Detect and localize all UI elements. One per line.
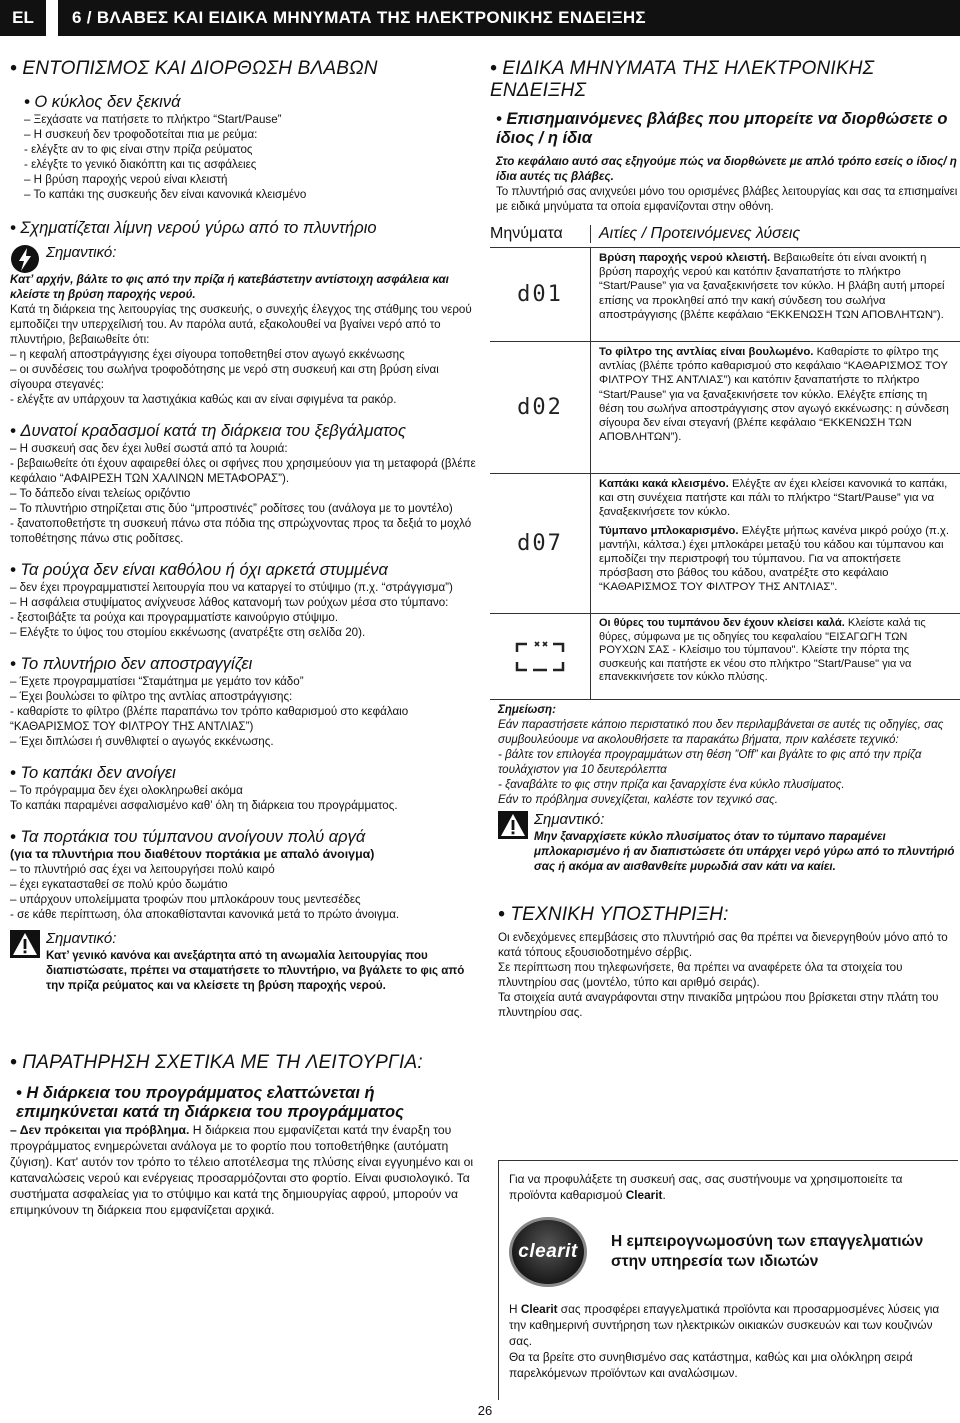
line: – έχει εγκατασταθεί σε πολύ κρύο δωμάτιο [10, 878, 228, 891]
left-column [10, 58, 478, 993]
messages-subtitle: • Επισημαινόμενες βλάβες που μπορείτε να διορθώσετε ο ίδιος / η ίδια [490, 110, 960, 148]
note-subtitle: • Η διάρκεια του προγράμματος ελαττώνεται ή επιμηκύνεται κατά τη διάρκεια του προγράμματος [10, 1084, 480, 1122]
line: – Το πλυντήριο στηρίζεται στις δύο “μπροστινές” ροδίτσες του (ανάλογα με το μοντέλο) [10, 502, 453, 515]
note-line: Εάν παραστήσετε κάποιο περιστατικό που δεν περιλαμβάνεται σε αυτές τις οδηγίες, σας συμβουλεύουμε να ακολουθήσετε τα παρακάτω βήματα, πριν καλέσετε τεχνικό: [498, 718, 944, 746]
section-title: • Δυνατοί κραδασμοί κατά τη διάρκεια του ξεβγάλματος [10, 421, 478, 441]
important-label: Σημαντικό: [46, 244, 117, 261]
note-title: • ΠΑΡΑΤΗΡΗΣΗ ΣΧΕΤΙΚΑ ΜΕ ΤΗ ΛΕΙΤΟΥΡΓΙΑ: [10, 1052, 480, 1074]
line: – Έχει βουλώσει το φίλτρο της αντλίας αποστράγγισης: [10, 690, 293, 703]
section-title: • Ο κύκλος δεν ξεκινά [24, 92, 478, 112]
row-bold: Καπάκι κακά κλεισμένο. [599, 478, 729, 490]
section-cycle-not-start [10, 92, 478, 202]
line: – Η ασφάλεια στυψίματος ανίχνευσε λάθος κατανομή των ρούχων μέσα στο τύμπανο: [10, 596, 449, 609]
note-label: Σημείωση: [498, 703, 556, 716]
clearit-text-2: Θα τα βρείτε στο συνηθισμένο σας κατάστημα, καθώς και μια ολόκληρη σειρά παρελκόμενων προϊόντων και αναλώσιμων. [509, 1350, 913, 1380]
row-body: Βεβαιωθείτε ότι είναι ανοικτή η βρύση παροχής νερού και κατόπιν ξαναπατήστε το πλήκτρο “Start/Pause” για να ξαναξεκινήσετε τον κύκλο. Η βλάβη αυτή μπορεί επίσης να προκληθεί από την κακή σύνδεση του σωλήνα αποστράγγισης (βλέπε κεφάλαιο “ΕΚΚΕΝΩΣΗ ΤΩΝ ΑΠΟΒΛΗΤΩΝ”). [599, 252, 945, 321]
row-text [590, 248, 960, 341]
row-body-2: Ελέγξτε μήπως κανένα μικρό ρούχο (π.χ. μαντήλι, κάλτσα.) έχει μπλοκάρει μεταξύ του κάδου και τύμπανου και εμποδίζει την περιστροφή του τύμπανου. Για να αποκτήσετε πρόσβαση στο βάθος του κάδου, ανατρέξτε στο κεφάλαιο “ΚΑΘΑΡΙΣΜΟΣ ΤΟΥ ΦΙΛΤΡΟΥ ΤΗΣ ΑΝΤΛΙΑΣ”. [599, 524, 950, 594]
line: – Ελέγξτε το ύψος του στομίου εκκένωσης (ανατρέξτε στη σελίδα 20). [10, 626, 366, 639]
tech-line: Τα στοιχεία αυτά αναγράφονται στην πινακίδα μητρώου που βρίσκεται στην πλάτη του πλυντηρίου σας. [498, 991, 939, 1019]
row-bold: Το φίλτρο της αντλίας είναι βουλωμένο. [599, 346, 814, 358]
display-code-d07: d07 [517, 531, 563, 556]
right-column [490, 58, 960, 214]
section-vibrations [10, 421, 478, 546]
tech-line: Οι ενδεχόμενες επεμβάσεις στο πλυντήριό σας θα πρέπει να διενεργηθούν μόνο από το κατά τόπους εξουσιοδοτημένο σέρβις. [498, 931, 948, 959]
line: Το καπάκι παραμένει ασφαλισμένο καθ’ όλη τη διάρκεια του προγράμματος. [10, 799, 398, 812]
row-body: Κλείστε καλά τις θύρες, σύμφωνα με τις οδηγίες του κεφαλαίου "ΕΙΣΑΓΩΓΗ ΤΩΝ ΡΟΥΧΩΝ ΣΑΣ - Κλείσιμο του τύμπανου". Κλείστε την πόρτα της συσκευής και πατήστε εκ νέου στο πλήκτρο "Start/Pause" για να επανεκκινήσετε τον κύκλο πλύσης. [599, 617, 926, 684]
tech-line: Σε περίπτωση που τηλεφωνήσετε, θα πρέπει να αναφέρετε όλα τα στοιχεία του πλυντηρίου σας (μοντέλο, τύπο και αριθμό σειράς). [498, 961, 903, 989]
note-line: Εάν το πρόβλημα συνεχίζεται, καλέστε τον τεχνικό σας. [498, 793, 779, 806]
important-box [10, 244, 478, 274]
troubleshooting-title: • ΕΝΤΟΠΙΣΜΟΣ ΚΑΙ ΔΙΟΡΘΩΣΗ ΒΛΑΒΩΝ [10, 58, 478, 80]
line: - ελέγξτε το γενικό διακόπτη και τις ασφάλειες [24, 158, 257, 171]
note-lead: – Δεν πρόκειται για πρόβλημα. [10, 1123, 190, 1137]
section-title: • Τα πορτάκια του τύμπανου ανοίγουν πολύ αργά [10, 827, 478, 847]
important-text: Κατ’ γενικό κανόνα και ανεξάρτητα από τη ανωμαλία λειτουργίας που διαπιστώσατε, πρέπει να σταματήσετε το πλυντήριο, να βγάλετε το φις από την πρίζα ρεύματος και να κλείσετε τη βρύση παροχής νερού. [46, 949, 465, 992]
right-lower [498, 702, 960, 1020]
display-code-d02: d02 [517, 395, 563, 420]
line: - ξανατοποθετήστε τη συσκευή πάνω στα πόδια της σπρώχνοντας προς τα δεξιά το μοχλό τοποθέτησης πάνω στις ροδίτσες. [10, 517, 472, 545]
table-row [490, 474, 960, 614]
clearit-brand: Clearit [625, 1188, 663, 1202]
operation-note [10, 1052, 480, 1218]
clearit-advert [498, 1160, 958, 1400]
line: – Έχει διπλώσει ή συνθλιφτεί ο αγωγός εκκένωσης. [10, 735, 274, 748]
line: – Το πρόγραμμα δεν έχει ολοκληρωθεί ακόμα [10, 784, 243, 797]
display-code-d01: d01 [517, 282, 563, 307]
line: – Το δάπεδο είναι τελείως οριζόντιο [10, 487, 191, 500]
important-text: Μην ξαναρχίσετε κύκλο πλυσίματος όταν το τύμπανο παραμένει μπλοκαρισμένο ή αν διαπιστώσετε ότι υπάρχει νερό γύρω από το πλυντήριό σας ή ακόμα αν αισθανθείτε μυρωδιά σαν κάτι να καίει. [534, 830, 955, 873]
row-body: Καθαρίστε το φίλτρο της αντλίας (βλέπε τρόπο καθαρισμού στο κεφάλαιο “ΚΑΘΑΡΙΣΜΟΣ ΤΟΥ ΦΙΛΤΡΟΥ ΤΗΣ ΑΝΤΛΙΑΣ”) και κατόπιν ξαναπατήστε το πλήκτρο “Start/Pause” για να ξαναξεκινήσετε τον κύκλο. Ελέγξτε επίσης τη θέση του σωλήνα αποστράγγισης στον αγωγό εκκένωσης: η σύνδεση σίγουρα δεν είναι στεγανή (βλέπε κεφάλαιο “ΕΚΚΕΝΩΣΗ ΤΩΝ ΑΠΟΒΛΗΤΩΝ”). [599, 346, 949, 444]
messages-title: • ΕΙΔΙΚΑ ΜΗΝΥΜΑΤΑ ΤΗΣ ΗΛΕΚΤΡΟΝΙΚΗΣ ΕΝΔΕΙΞΗΣ [490, 58, 960, 102]
messages-intro-italic: Στο κεφάλαιο αυτό σας εξηγούμε πώς να διορθώνετε με απλό τρόπο εσείς ο ίδιος/ η ίδια αυτές τις βλάβες. [496, 155, 957, 183]
row-bold: Βρύση παροχής νερού κλειστή. [599, 252, 771, 264]
row-body: Ελέγξτε αν έχει κλείσει κανονικά το καπάκι, και στη συνέχεια πατήστε και πάλι το πλήκτρο “Start/Pause” για να ξαναξεκινήσετε τον κύκλο. [599, 478, 948, 519]
row-bold: Οι θύρες του τυμπάνου δεν έχουν κλείσει καλά. [599, 617, 845, 629]
section-water-pool [10, 218, 478, 407]
messages-intro: Το πλυντήριό σας ανιχνεύει μόνο του ορισμένες βλάβες λειτουργίας και σας τα επισημαίνει με ειδικά μηνύματα τα οποία εμφανίζονται στην οθόνη. [496, 185, 958, 213]
section-not-spun [10, 560, 478, 640]
section-subtitle: (για τα πλυντήρια που διαθέτουν πορτάκια με απαλό άνοιγμα) [10, 847, 375, 861]
note-body: Η διάρκεια που εμφανίζεται κατά την έναρξη του προγράμματος ενημερώνεται ανάλογα με το φορτίο που τοποθετήθηκε (αυτόματη ζύγιση). Κατ' αυτόν τον τρόπο το τέλειο αποτέλεσμα της πλύσης είναι εγγυημένο και οι καταναλώσεις νερού και ενέργειας προσαρμόζονται στο φορτίο. Είναι φυσιολογικό. Τα συστήματα ασφαλείας για το στύψιμο και κατά της δημιουργίας αφρού, μπορούν να επιμηκύνουν τη διάρκεια που εμφανίζεται αρχικά. [10, 1123, 474, 1217]
clearit-brand-2: Clearit [520, 1302, 558, 1316]
row-bold-2: Τύμπανο μπλοκαρισμένο. [599, 524, 739, 537]
page-title: 6 / ΒΛΑΒΕΣ ΚΑΙ ΕΙΔΙΚΑ ΜΗΝΥΜΑΤΑ ΤΗΣ ΗΛΕΚΤΡΟΝΙΚΗΣ ΕΝΔΕΙΞΗΣ [58, 0, 960, 36]
line: – Η συσκευή σας δεν έχει λυθεί σωστά από τα λουριά: [10, 442, 288, 455]
section-drum-doors [10, 827, 478, 993]
table-row [490, 342, 960, 474]
important-label: Σημαντικό: [534, 811, 605, 828]
section-title: • Το πλυντήριο δεν αποστραγγίζει [10, 654, 478, 674]
row-text [590, 474, 960, 613]
section-title: • Τα ρούχα δεν είναι καθόλου ή όχι αρκετά στυμμένα [10, 560, 478, 580]
note-text [10, 1122, 480, 1218]
note-line: - ξαναβάλτε το φις στην πρίζα και ξαναρχίστε ένα κύκλο πλυσίματος. [498, 778, 845, 791]
important-text: Κατ’ αρχήν, βάλτε το φις από την πρίζα ή κατεβάστετην αντίστοιχη ασφάλεια και κλείστε τη βρύση παροχής νερού. [10, 273, 449, 301]
clearit-intro: Για να προφυλάξετε τη συσκευή σας, σας συστήνουμε να χρησιμοποιείτε τα προϊόντα καθαρισμού Clearit. [509, 1172, 903, 1202]
section-no-drain [10, 654, 478, 749]
warning-icon [498, 811, 528, 839]
clearit-text: Η Clearit σας προσφέρει επαγγελματικά προϊόντα και προσαρμοσμένες λύσεις για την καθημερινή συντήρηση των ηλεκτρικών οικιακών συσκευών και των κουζινών σας. [509, 1302, 940, 1348]
line: – υπάρχουν υπολείμματα τροφών που μπλοκάρουν τους μεντεσέδες [10, 893, 361, 906]
table-header-messages: Μηνύματα [490, 225, 563, 242]
table-row [490, 614, 960, 700]
section-lid [10, 763, 478, 813]
clearit-headline: Η εμπειρογνωμοσύνη των επαγγελματιών στην υπηρεσία των ιδιωτών [611, 1233, 924, 1270]
note-line: - βάλτε τον επιλογέα προγραμμάτων στη θέση ”Off” και βγάλτε το φις από την πρίζα τουλάχιστον για 10 δευτερόλεπτα [498, 748, 922, 776]
warning-icon [10, 930, 40, 958]
clearit-brand-row [509, 1217, 948, 1287]
page-header [0, 0, 960, 36]
row-text [590, 614, 960, 699]
row-text [590, 342, 960, 473]
line: - σε κάθε περίπτωση, όλα αποκαθίστανται κανονικά μετά το πρώτο άνοιγμα. [10, 908, 400, 921]
line: – Η βρύση παροχής νερού είναι κλειστή [24, 173, 228, 186]
section-title: • Σχηματίζεται λίμνη νερού γύρω από το πλυντήριο [10, 218, 478, 238]
line: - ελέγξτε αν υπάρχουν τα λαστιχάκια καθώς και αν είναι σφιγμένα τα ρακόρ. [10, 393, 397, 406]
page-number: 26 [477, 1403, 493, 1418]
line: – Έχετε προγραμματίσει “Σταμάτημα με γεμάτο τον κάδο” [10, 675, 304, 688]
table-header [490, 222, 960, 248]
section-title: • Το καπάκι δεν ανοίγει [10, 763, 478, 783]
line: - ξεστοιβάξτε τα ρούχα και προγραμματίστε καινούργιο στύψιμο. [10, 611, 339, 624]
line: - καθαρίστε το φίλτρο (βλέπε παραπάνω τον τρόπο καθαρισμού στο κεφάλαιο “ΚΑΘΑΡΙΣΜΟΣ ΤΟΥ ΦΙΛΤΡΟΥ ΤΗΣ ΑΝΤΛΙΑΣ”) [10, 705, 409, 733]
table-header-causes: Αιτίες / Προτεινόμενες λύσεις [590, 225, 960, 243]
clearit-logo: clearit [509, 1217, 587, 1287]
line: – Το καπάκι της συσκευής δεν είναι κανονικά κλεισμένο [24, 188, 307, 201]
table-row [490, 248, 960, 342]
line: - βεβαιωθείτε ότι έχουν αφαιρεθεί όλες οι σφήνες που χρησιμεύουν για τη μεταφορά (βλέπε κεφάλαιο “ΑΦΑΙΡΕΣΗ ΤΩΝ ΧΑΛΙΝΩΝ ΜΕΤΑΦΟΡΑΣ”). [10, 457, 476, 485]
language-tag: EL [0, 0, 46, 36]
messages-table [490, 222, 960, 700]
line: - ελέγξτε αν το φις είναι στην πρίζα ρεύματος [24, 143, 253, 156]
line: – Ξεχάσατε να πατήσετε το πλήκτρο “Start/Pause” [24, 113, 282, 126]
line: – η κεφαλή αποστράγγισης έχει σίγουρα τοποθετηθεί στον αγωγό εκκένωσης [10, 348, 405, 361]
line: – δεν έχει προγραμματιστεί λειτουργία που να καταργεί το στύψιμο (π.χ. “στράγγισμα”) [10, 581, 453, 594]
line: – οι συνδέσεις του σωλήνα τροφοδότησης με νερό στη συσκευή και στη βρύση είναι σίγουρα στεγανές: [10, 363, 439, 391]
line: – Η συσκευή δεν τροφοδοτείται πια με ρεύμα: [24, 128, 258, 141]
line: – το πλυντήριό σας έχει να λειτουργήσει πολύ καιρό [10, 863, 275, 876]
electric-hazard-icon [10, 244, 40, 274]
line: Κατά τη διάρκεια της λειτουργίας της συσκευής, ο συνεχής έλεγχος της στάθμης του νερού εμποδίζει την υπερχείλισή του. Αν παρόλα αυτά, εξακολουθεί να βγαίνει νερό από το πλυντήριο, βεβαιωθείτε ότι: [10, 303, 472, 346]
door-open-display-icon [510, 639, 570, 675]
tech-support-title: • ΤΕΧΝΙΚΗ ΥΠΟΣΤΗΡΙΞΗ: [498, 904, 960, 926]
important-label: Σημαντικό: [46, 930, 117, 947]
